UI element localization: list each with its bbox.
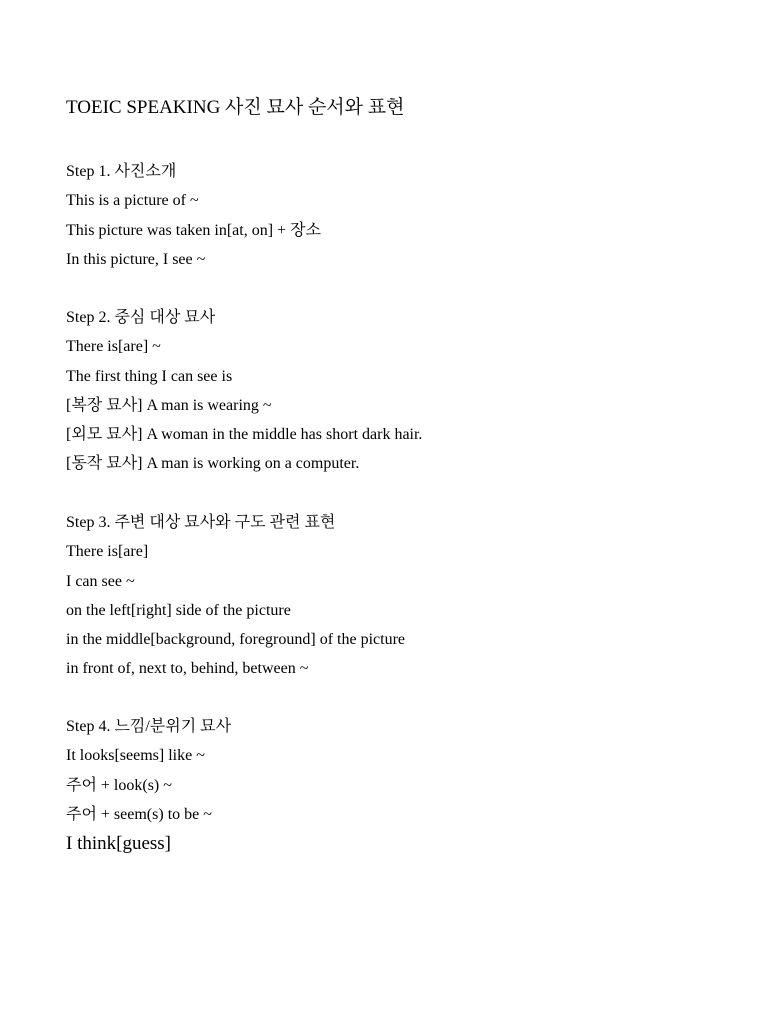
expression-line: This picture was taken in[at, on] + 장소: [66, 221, 321, 239]
expression-line: There is[are]: [66, 543, 149, 561]
step-4-section: [66, 712, 726, 858]
expression-line: [외모 묘사] A woman in the middle has short dark hair.: [66, 426, 423, 444]
expression-line: [복장 묘사] A man is wearing ~: [66, 396, 272, 414]
expression-line: This is a picture of ~: [66, 192, 199, 210]
expression-line: There is[are] ~: [66, 338, 161, 356]
expression-line: on the left[right] side of the picture: [66, 601, 291, 619]
step-3-section: [66, 508, 726, 684]
step-2-section: [66, 303, 726, 479]
step-heading: Step 4. 느낌/분위기 묘사: [66, 718, 232, 735]
step-heading: Step 3. 주변 대상 묘사와 구도 관련 표현: [66, 514, 336, 531]
expression-line: in the middle[background, foreground] of the picture: [66, 631, 405, 649]
expression-line: [동작 묘사] A man is working on a computer.: [66, 455, 360, 473]
expression-line: 주어 + look(s) ~: [66, 776, 172, 794]
expression-line: 주어 + seem(s) to be ~: [66, 805, 212, 823]
expression-line: I think[guess]: [66, 833, 172, 855]
expression-line: In this picture, I see ~: [66, 250, 206, 268]
step-heading: Step 1. 사진소개: [66, 163, 177, 180]
document-title: TOEIC SPEAKING 사진 묘사 순서와 표현: [66, 97, 405, 118]
step-heading: Step 2. 중심 대상 묘사: [66, 309, 216, 326]
expression-line: It looks[seems] like ~: [66, 747, 205, 765]
expression-line: The first thing I can see is: [66, 367, 233, 385]
expression-line: I can see ~: [66, 572, 135, 590]
step-1-section: [66, 157, 726, 274]
expression-line: in front of, next to, behind, between ~: [66, 660, 309, 678]
